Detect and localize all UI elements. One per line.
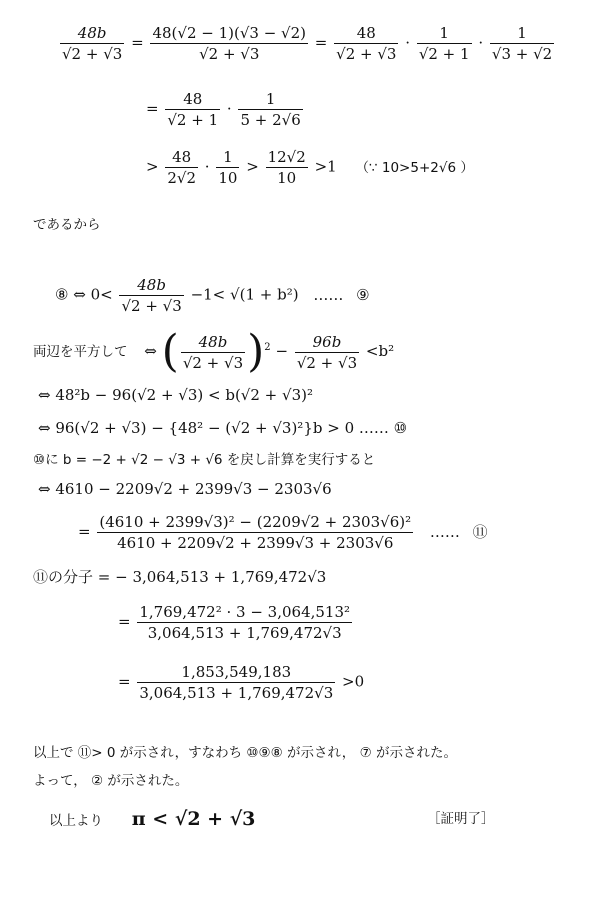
exponent: 2	[264, 342, 271, 353]
fraction	[181, 333, 245, 372]
circled-marker: ⑧	[55, 285, 69, 304]
denominator: √2 + √3	[296, 353, 358, 372]
dot-operator: ·	[226, 99, 232, 118]
denominator: 3,064,513 + 1,769,472√3	[139, 684, 334, 702]
rhs: <b²	[365, 342, 395, 360]
fraction	[165, 90, 220, 129]
numerator: 48(√2 − 1)(√3 − √2)	[152, 24, 307, 42]
dot-operator: ·	[478, 33, 484, 52]
numerator: 1	[517, 24, 527, 42]
denominator: √2 + √3	[336, 45, 397, 63]
fraction	[137, 603, 352, 642]
equivalence-line-c: ⇔ 4610 − 2209√2 + 2399√3 − 2303√6	[38, 480, 332, 498]
inequality-8	[55, 276, 370, 315]
equals-sign: =	[118, 612, 131, 631]
numerator: 48	[172, 148, 192, 166]
numerator: 1	[265, 90, 276, 108]
equals-sign: =	[118, 672, 131, 691]
equivalence-line-b: ⇔ 96(√2 + √3) − {48² − (√2 + √3)²}b > 0 …… ⑩	[38, 419, 408, 437]
right-paren: )	[247, 326, 265, 377]
minus-sign: −	[275, 342, 289, 360]
fraction	[165, 148, 198, 187]
fraction	[490, 24, 554, 63]
conclusion-line-2: よって， ② が示された。	[33, 773, 189, 789]
ratio-11	[78, 513, 488, 552]
final-result: π < √2 + √3	[131, 808, 256, 830]
numerator: 1,769,472² · 3 − 3,064,513²	[139, 603, 351, 621]
middle-term: −1<	[190, 285, 226, 304]
numerator: 48	[183, 90, 203, 108]
denominator: √2 + √3	[182, 353, 244, 372]
fraction	[266, 148, 308, 187]
lead: ⇔ 0<	[73, 285, 113, 304]
fraction	[216, 148, 239, 187]
denominator: 4610 + 2209√2 + 2399√3 + 2303√6	[97, 532, 413, 552]
denominator: √2 + √3	[121, 297, 182, 315]
dot-operator: ·	[204, 157, 210, 176]
left-paren: (	[161, 326, 179, 377]
numerator: 1	[223, 148, 233, 166]
fraction-step-d	[118, 603, 354, 642]
equals-sign: =	[131, 33, 144, 52]
equation-row-1	[58, 24, 556, 63]
fraction	[417, 24, 472, 63]
fraction	[97, 513, 413, 552]
greater-sign: >	[246, 157, 259, 176]
denominator: √2 + 1	[418, 45, 470, 63]
substitution-line: ⑩に b = −2 + √2 − √3 + √6 を戻し計算を実行すると	[33, 452, 376, 468]
ellipsis: ……	[313, 285, 344, 304]
qed-mark: ［証明了］	[427, 811, 495, 827]
denominator: 10	[218, 169, 238, 187]
fraction	[238, 90, 302, 129]
fraction	[150, 24, 308, 63]
reason-note: （∵ 10>5+2√6 ）	[355, 159, 474, 176]
numerator: 96b	[312, 332, 342, 351]
denominator: √2 + √3	[62, 45, 123, 63]
denominator: √3 + √2	[491, 45, 553, 63]
numerator: 48b	[137, 276, 166, 294]
numerator: (4610 + 2399√3)² − (2209√2 + 2303√6)²	[99, 513, 412, 531]
ellipsis: ……	[429, 522, 460, 541]
numerator-line: ⑪の分子 = − 3,064,513 + 1,769,472√3	[33, 568, 327, 586]
equals-sign: =	[146, 99, 159, 118]
dot-operator: ·	[405, 33, 411, 52]
conclusion-line-1: 以上で ⑪> 0 が示され，すなわち ⑩⑨⑧ が示され， ⑦ が示された。	[33, 745, 457, 761]
equivalence-line-a: ⇔ 48²b − 96(√2 + √3) < b(√2 + √3)²	[38, 386, 313, 404]
fraction-step-e	[118, 663, 364, 702]
greater-sign: >	[146, 157, 159, 176]
equation-tag: ⑪	[472, 522, 488, 541]
equation-row-3	[146, 148, 474, 187]
equation-tag: ⑨	[356, 285, 370, 304]
fraction	[295, 333, 359, 372]
equals-sign: =	[314, 33, 328, 52]
label: 両辺を平方して	[33, 344, 128, 360]
denominator: √2 + √3	[150, 43, 308, 63]
inequality-tail: >1	[314, 157, 337, 176]
fraction	[334, 24, 398, 63]
denominator: 10	[266, 167, 308, 187]
numerator: 1,853,549,183	[181, 663, 292, 681]
numerator: 1	[439, 24, 449, 42]
equation-row-2	[146, 90, 305, 129]
fraction	[60, 24, 124, 63]
equals-sign: =	[78, 522, 91, 541]
rhs: √(1 + b²)	[230, 285, 299, 304]
numerator: 48b	[198, 332, 228, 351]
fraction	[137, 663, 335, 702]
equivalence-arrow: ⇔	[144, 342, 157, 360]
denominator: 3,064,513 + 1,769,472√3	[137, 622, 352, 642]
text-dearukara: であるから	[33, 217, 101, 233]
denominator: 5 + 2√6	[240, 111, 301, 129]
numerator: 12√2	[267, 148, 306, 166]
squared-inequality	[33, 326, 395, 377]
inequality-tail: >0	[342, 672, 365, 691]
final-label: 以上より	[49, 813, 103, 829]
denominator: √2 + 1	[167, 111, 219, 129]
final-statement	[49, 810, 549, 830]
fraction	[119, 276, 183, 315]
denominator: 2√2	[167, 169, 197, 187]
numerator: 48b	[77, 24, 107, 42]
numerator: 48	[356, 24, 376, 42]
